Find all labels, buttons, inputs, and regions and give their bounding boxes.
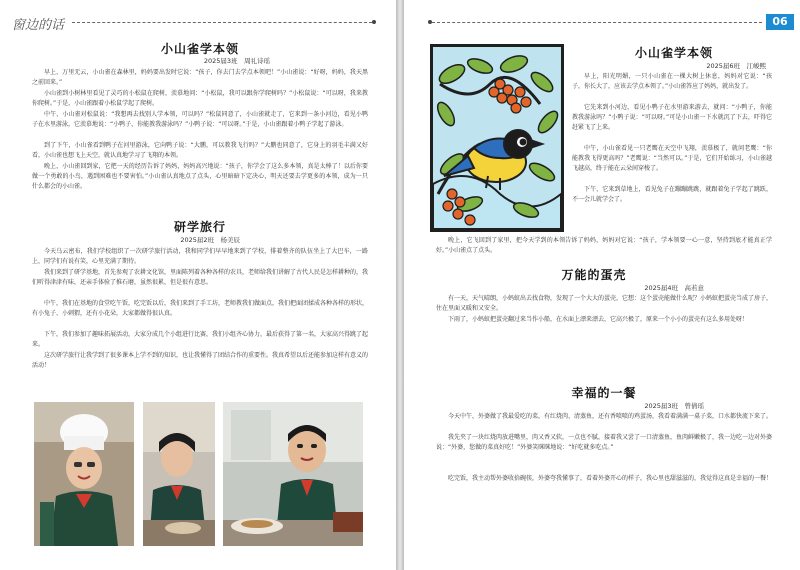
paragraph: 中午，小山雀看见一只老鹰在天空中飞翔，羡慕极了，就问老鹰：“你能教我飞得更高吗？”老鹰说：“当然可以。”于是，它们开始练习，小山雀越飞越高，终于能在云朵间穿梭了。: [572, 145, 772, 172]
article-title: 小山雀学本领: [634, 46, 713, 60]
article-title: 幸福的一餐: [571, 386, 637, 400]
article-byline: 2025届4班 高若意: [644, 284, 704, 292]
paragraph: 中午，我们在基地的食堂吃午饭，吃完饭以后，我们来到了手工坊，老师教我们做面点，我们把面团揉成各种各样的形状，有小兔子、小刺猬，还有小花朵，大家都做得很认真。: [32, 300, 369, 317]
header-dot: [372, 20, 376, 24]
photo-student-chef: [34, 402, 134, 546]
bird-illustration: [430, 44, 564, 232]
photo-boy-with-food: [223, 402, 363, 546]
column-title: 窗边的话: [12, 18, 65, 33]
paragraph: 有一天，天气晴朗，小蚂蚁出去找食物，发现了一个大大的蛋壳，它想：这个蛋壳能做什么呢？小蚂蚁把蛋壳当成了房子，住在里面又暖和又安全。: [436, 295, 773, 312]
paragraph: 下午，我们参加了趣味拓展活动，大家分成几个小组进行比赛，我们小组齐心协力，最后获得了第一名，大家高兴得跳了起来。: [32, 331, 369, 348]
paragraph: 我先夹了一块红烧肉放进嘴里，肉又香又软，一点也不腻，接着我又尝了一口清蒸鱼，鱼肉鲜嫩极了，我一边吃一边对外婆说：“外婆，您做的菜真好吃！”外婆笑眯眯地说：“好吃就多吃点。”: [436, 434, 773, 451]
paragraph: 这次研学旅行让我学到了很多课本上学不到的知识，也让我懂得了团结合作的重要性。我真希望以后还能参加这样有意义的活动！: [32, 352, 369, 369]
paragraph: 下雨了，小蚂蚁把蛋壳翻过来当作小船，在水面上漂来漂去，它高兴极了，原来一个小小的蛋壳有这么多用处呀！: [448, 316, 749, 323]
page-gutter: [396, 0, 404, 570]
paragraph: 晚上，它飞回到了家里，把今天学到的本领告诉了妈妈，妈妈对它说：“孩子，学本领要一心一意，坚持到底才能真正学好。”小山雀点了点头。: [436, 237, 772, 254]
article-byline: 2025届2班 杨美辰: [180, 236, 240, 244]
paragraph: 下午，它来到草地上，看见兔子在蹦蹦跳跳，就跟着兔子学起了跳跃，不一会儿就学会了。: [572, 186, 772, 203]
article-title: 万能的蛋壳: [561, 268, 627, 282]
paragraph: 我们来到了研学基地，首先参观了农耕文化馆，里面陈列着各种各样的农具，老师给我们讲解了古代人民是怎样耕种的，我们听得津津有味，还亲手体验了推石磨，虽然很累，但是很有意思。: [32, 269, 369, 286]
paragraph: 今天乌云密布，我们学校组织了一次研学旅行活动，我和同学们早早地来到了学校，排着整齐的队伍坐上了大巴车，一路上，同学们有说有笑，心里充满了期待。: [32, 248, 368, 265]
paragraph: 吃完饭，我主动帮外婆收拾碗筷，外婆夸我懂事了，看着外婆开心的样子，我心里也甜滋滋的，我觉得这真是幸福的一餐！: [448, 475, 773, 482]
photo-girl-cooking: [143, 402, 215, 546]
article-byline: 2025届3班 周礼诗瑶: [203, 57, 270, 65]
paragraph: 早上，阳光明媚，一只小山雀在一棵大树上休息，妈妈对它说：“孩子，你长大了，应该去学点本领了。”小山雀答应了妈妈，就出发了。: [572, 73, 772, 90]
paragraph: 中午，小山雀对松鼠说：“我想再去找别人学本领，可以吗？”松鼠同意了，小山雀就走了，它来到一条小河边，看见小鸭子在水里游泳，它羡慕地说：“小鸭子，你能教我游泳吗？”小鸭子说：“可以呀。”于是，小山雀跟着小鸭子学起了游泳。: [32, 111, 368, 128]
header-rule: [72, 22, 372, 23]
article-title: 小山雀学本领: [160, 42, 239, 56]
header-rule: [432, 22, 762, 23]
paragraph: 到了下午，小山雀看到鸭子在河里游泳，它向鸭子说：“大鹏，可以教我飞行吗？”大鹏也同意了，它身上的羽毛丰满又好看，小山雀也想飞上天空，就认真地学习了飞翔的本领。: [32, 142, 368, 159]
paragraph: 小山雀到小树林里看见了灵巧的小松鼠在爬树，羡慕地问：“小松鼠，我可以跟你学爬树吗？”小松鼠说：“可以呀，我来教你爬树。”于是，小山雀跟着小松鼠学起了爬树。: [32, 90, 368, 107]
article-byline: 2025届6班 江峻熙: [706, 62, 766, 70]
article-title: 研学旅行: [173, 220, 226, 234]
paragraph: 早上，万里无云，小山雀在森林里，妈妈要出发时它说：“孩子，你去门去学点本领吧！”小山雀说：“好呀，妈妈，我天黑之前回来。”: [32, 69, 368, 86]
paragraph: 晚上，小山雀回到家，它把一天的经历告诉了妈妈，妈妈高兴地说：“孩子，你学会了这么多本领，真是太棒了！以后你要做一个勇敢的小鸟，遇到困难也不要害怕。”小山雀认真地点了点头，心里暗暗下定决心，明天还要去学更多的本领，成为一只什么都会的小山雀。: [32, 163, 368, 190]
right-page: [404, 0, 800, 570]
page-number: 06: [766, 14, 794, 30]
left-page: [0, 0, 396, 570]
paragraph: 它先来到小河边，看见小鸭子在水里游来游去，就问：“小鸭子，你能教我游泳吗？”小鸭子说：“可以呀。”可是小山雀一下水就沉了下去，吓得它赶紧飞了上来。: [572, 104, 772, 131]
article-byline: 2025届3班 曾倩瑶: [644, 402, 704, 410]
paragraph: 今天中午，外婆做了我最爱吃的菜，有红烧肉、清蒸鱼，还有香喷喷的鸡蛋汤，我看着满满一桌子菜，口水都快流下来了。: [448, 413, 773, 420]
